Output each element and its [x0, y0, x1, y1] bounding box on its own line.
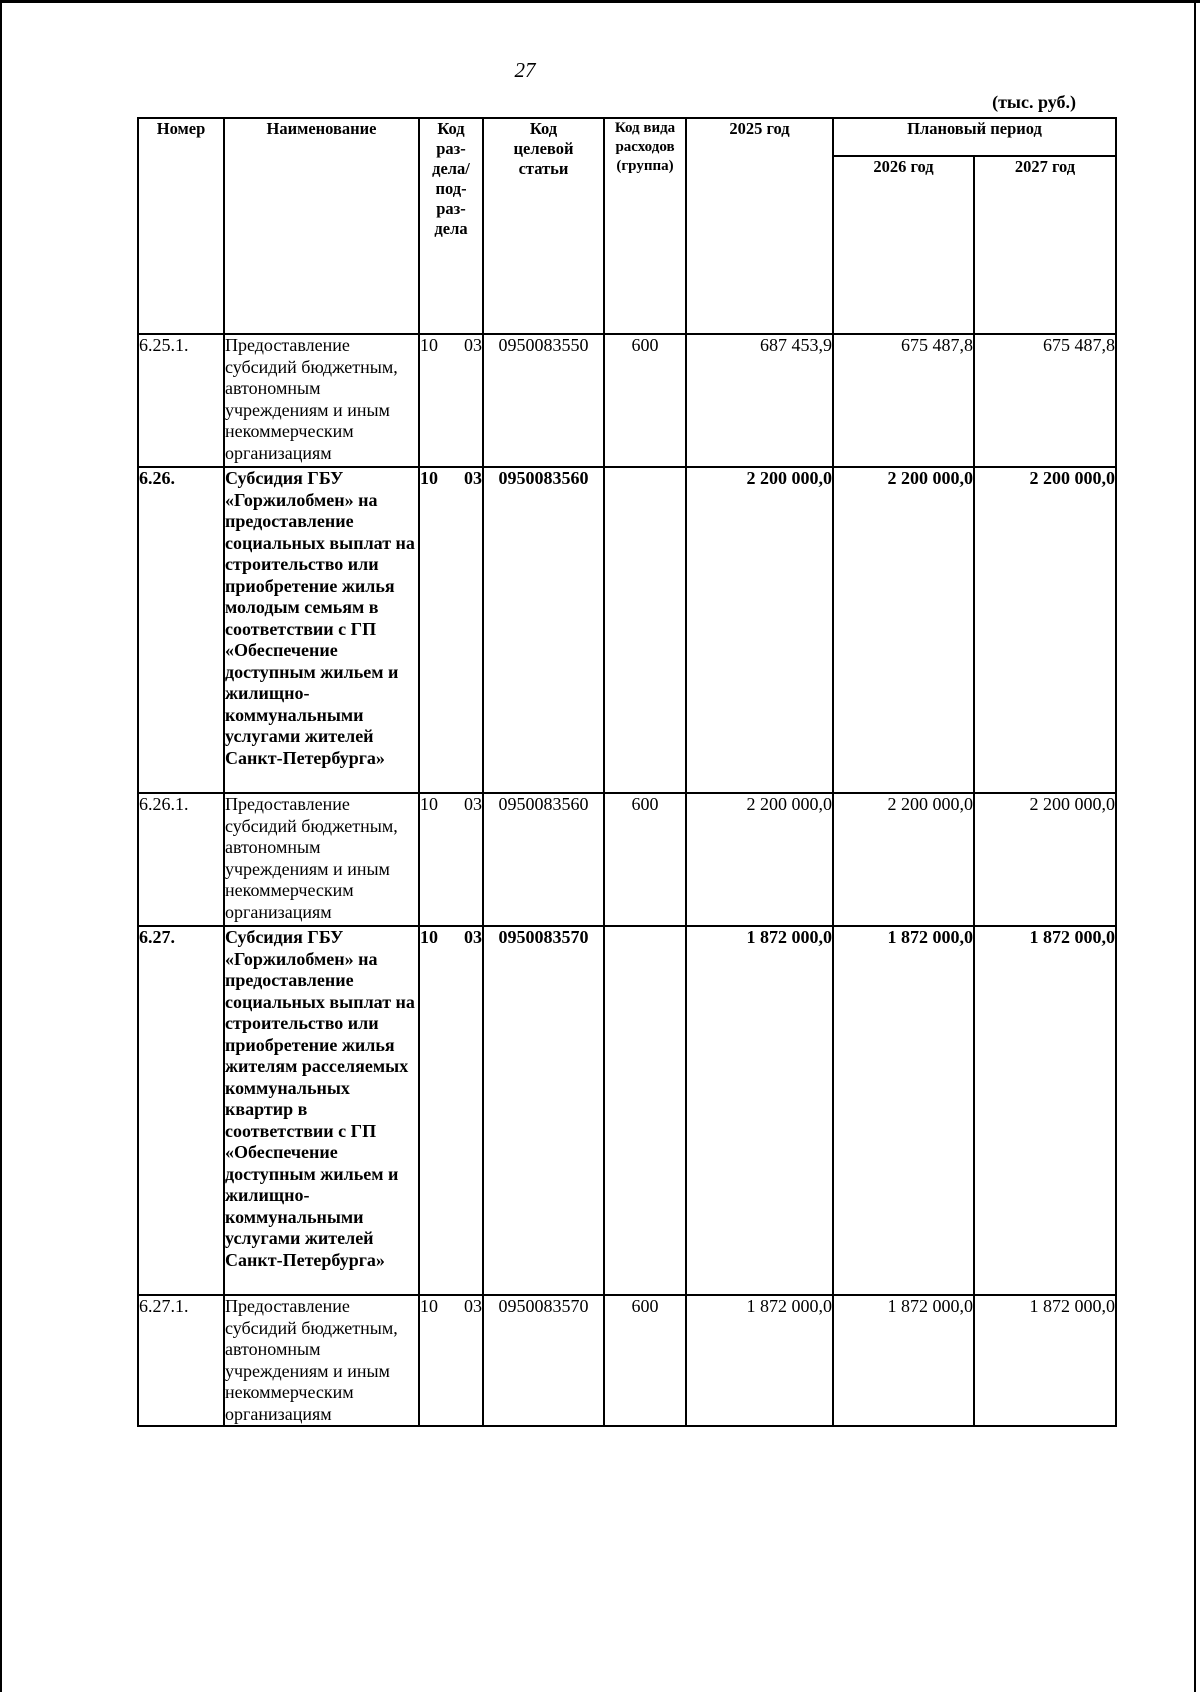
header-name: Наименование: [224, 118, 419, 334]
cell-expense-type: 600: [604, 334, 686, 467]
cell-2025: 1 872 000,0: [686, 926, 833, 1295]
cell-number: 6.26.1.: [138, 793, 224, 926]
cell-2026: 2 200 000,0: [833, 793, 974, 926]
cell-number: 6.26.: [138, 467, 224, 793]
cell-2027: 2 200 000,0: [974, 793, 1116, 926]
cell-target: 0950083570: [483, 926, 604, 1295]
cell-razdel: [419, 334, 483, 467]
cell-target: 0950083560: [483, 467, 604, 793]
table-header: [138, 118, 1116, 334]
scan-border-right: [1194, 0, 1196, 1692]
page-number: 27: [514, 58, 536, 82]
header-razdel: Код раз-дела/ под-раз-дела: [419, 118, 483, 334]
podrazdel-code: 03: [464, 1296, 482, 1316]
header-2027: 2027 год: [974, 156, 1116, 334]
cell-razdel: [419, 793, 483, 926]
cell-number: 6.27.: [138, 926, 224, 1295]
table-body: [138, 334, 1116, 1426]
header-2025: 2025 год: [686, 118, 833, 334]
razdel-codes: [420, 468, 482, 490]
podrazdel-code: 03: [464, 794, 482, 814]
razdel-codes: [420, 335, 482, 357]
razdel-code: 10: [420, 794, 438, 814]
cell-2027: 2 200 000,0: [974, 467, 1116, 793]
cell-name: Субсидия ГБУ «Горжилобмен» на предоставление социальных выплат на строительство или приобретение жилья жителям расселяемых коммунальных квартир в соответствии с ГП «Обеспечение доступным жильем и жилищно-коммунальными услугами жителей Санкт-Петербурга»: [224, 926, 419, 1295]
table-row: [138, 467, 1116, 793]
razdel-codes: [420, 927, 482, 949]
cell-name: Предоставление субсидий бюджетным, автономным учреждениям и иным некоммерческим организациям: [224, 334, 419, 467]
header-expense-type: Код вида расходов (группа): [604, 118, 686, 334]
podrazdel-code: 03: [464, 468, 482, 488]
cell-number: 6.27.1.: [138, 1295, 224, 1426]
cell-razdel: [419, 926, 483, 1295]
header-planning-period: Плановый период: [833, 118, 1116, 156]
podrazdel-code: 03: [464, 335, 482, 355]
razdel-codes: [420, 1296, 482, 1318]
cell-2027: 675 487,8: [974, 334, 1116, 467]
cell-target: 0950083560: [483, 793, 604, 926]
razdel-codes: [420, 794, 482, 816]
cell-razdel: [419, 467, 483, 793]
table-row: [138, 793, 1116, 926]
cell-2025: 2 200 000,0: [686, 793, 833, 926]
header-number: Номер: [138, 118, 224, 334]
table-row: [138, 1295, 1116, 1426]
razdel-code: 10: [420, 1296, 438, 1316]
cell-2026: 1 872 000,0: [833, 926, 974, 1295]
cell-name: Субсидия ГБУ «Горжилобмен» на предоставление социальных выплат на строительство или приобретение жилья молодым семьям в соответствии с ГП «Обеспечение доступным жильем и жилищно-коммунальными услугами жителей Санкт-Петербурга»: [224, 467, 419, 793]
cell-2027: 1 872 000,0: [974, 1295, 1116, 1426]
cell-2026: 675 487,8: [833, 334, 974, 467]
header-target: Код целевой статьи: [483, 118, 604, 334]
razdel-code: 10: [420, 927, 438, 947]
razdel-code: 10: [420, 335, 438, 355]
cell-razdel: [419, 1295, 483, 1426]
cell-2025: 687 453,9: [686, 334, 833, 467]
cell-expense-type: 600: [604, 1295, 686, 1426]
cell-number: 6.25.1.: [138, 334, 224, 467]
cell-expense-type: 600: [604, 793, 686, 926]
header-2026: 2026 год: [833, 156, 974, 334]
razdel-code: 10: [420, 468, 438, 488]
table-row: [138, 926, 1116, 1295]
scan-border-top: [0, 0, 1200, 3]
cell-expense-type: [604, 926, 686, 1295]
cell-2026: 1 872 000,0: [833, 1295, 974, 1426]
scan-border-left: [0, 0, 2, 1692]
cell-2025: 2 200 000,0: [686, 467, 833, 793]
budget-table: [137, 117, 1117, 1427]
units-label: (тыс. руб.): [992, 92, 1076, 112]
cell-target: 0950083550: [483, 334, 604, 467]
podrazdel-code: 03: [464, 927, 482, 947]
cell-2025: 1 872 000,0: [686, 1295, 833, 1426]
cell-name: Предоставление субсидий бюджетным, автономным учреждениям и иным некоммерческим организациям: [224, 793, 419, 926]
cell-target: 0950083570: [483, 1295, 604, 1426]
cell-name: Предоставление субсидий бюджетным, автономным учреждениям и иным некоммерческим организациям: [224, 1295, 419, 1426]
cell-expense-type: [604, 467, 686, 793]
table-row: [138, 334, 1116, 467]
cell-2027: 1 872 000,0: [974, 926, 1116, 1295]
cell-2026: 2 200 000,0: [833, 467, 974, 793]
